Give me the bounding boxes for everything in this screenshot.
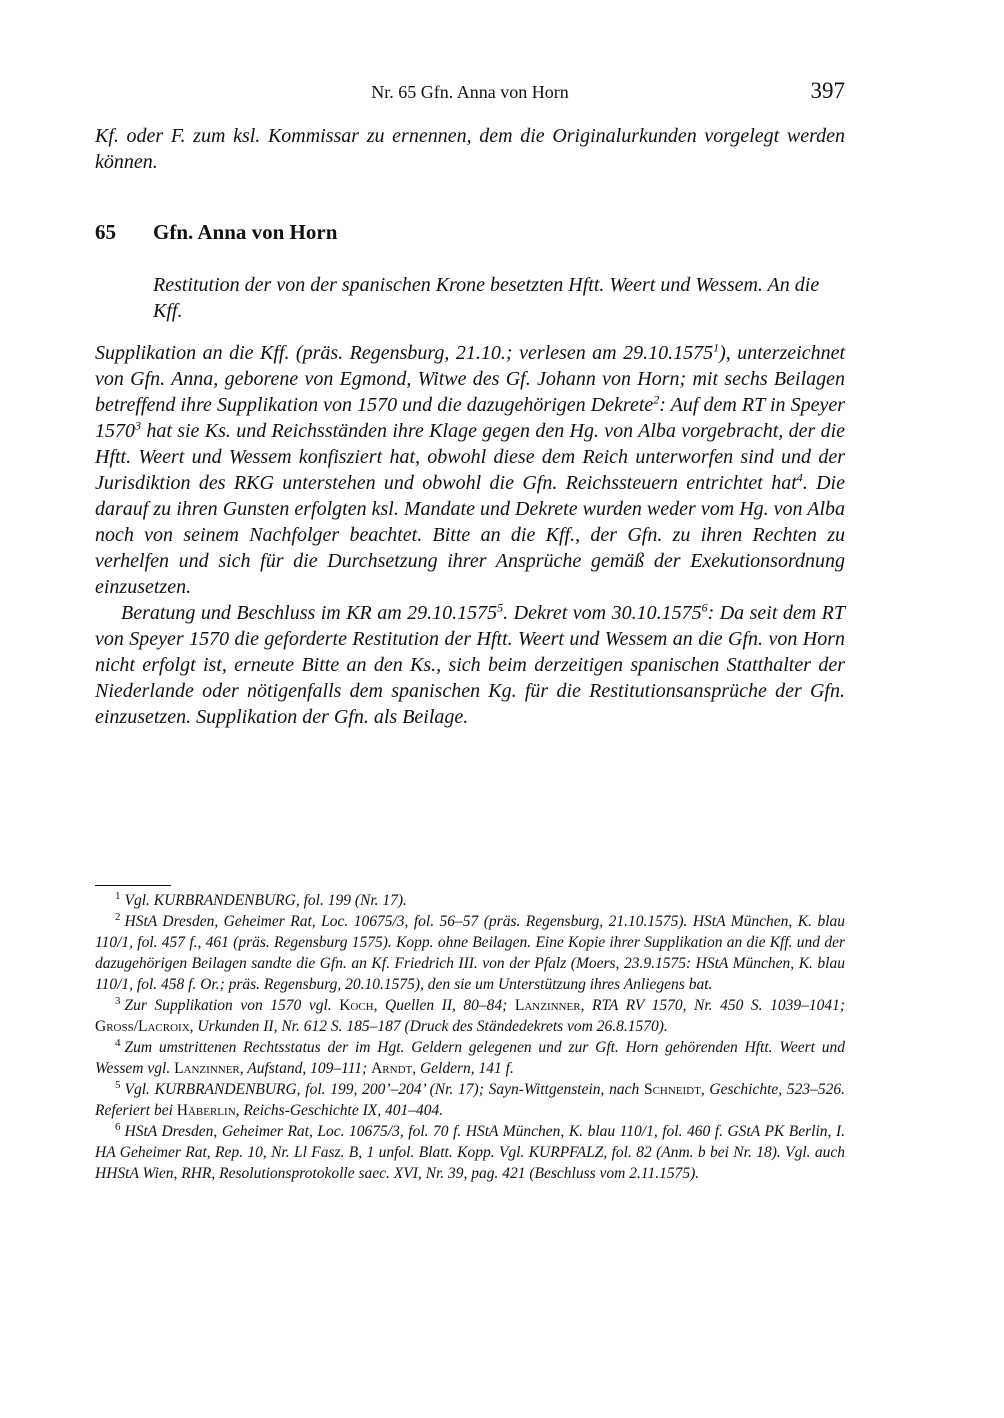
document-title: Gfn. Anna von Horn: [153, 220, 338, 244]
footnote-mark: 6: [115, 1120, 121, 1133]
footnote: [95, 995, 845, 1037]
page-number: 397: [810, 78, 845, 103]
footnote-text: , Geschichte, 523–526. Referiert bei: [95, 1081, 846, 1119]
author-name: Häberlin: [176, 1102, 236, 1119]
footnote-text: HStA Dresden, Geheimer Rat, Loc. 10675/3, fol. 70 f. HStA München, K. blau 110/1, fol. 460 f. GStA PK Berlin, I. HA Geheimer Rat, Rep. 10, Nr. Ll Fasz. B, 1 unfol. Blatt. Kopp. Vgl. KURPFALZ, fol. 82 (Anm. b bei Nr. 18). Vgl. auch HHStA Wien, RHR, Resolutionsprotokolle saec. XVI, Nr. 39, pag. 421 (Beschluss vom 2.11.1575).: [95, 1123, 845, 1182]
footnote-reference: 2: [653, 392, 660, 407]
footnote-mark: 3: [115, 994, 121, 1007]
text-run: Beratung und Beschluss im KR am 29.10.1575: [121, 602, 498, 624]
body-paragraph: [95, 600, 845, 730]
text-run: . Dekret vom 30.10.1575: [503, 602, 702, 624]
page-header: [95, 80, 845, 108]
footnote-text: , Urkunden II, Nr. 612 S. 185–187 (Druck des Ständedekrets vom 26.8.1570).: [189, 1018, 668, 1035]
footnote: [95, 911, 845, 995]
author-name: Arndt: [371, 1060, 413, 1077]
author-name: Schneidt: [643, 1081, 701, 1098]
footnote-mark: 1: [115, 889, 121, 902]
footnote-text: , Geldern, 141 f.: [412, 1060, 514, 1077]
footnote-text: Zur Supplikation von 1570 vgl.: [124, 997, 340, 1014]
footnote-text: Vgl. KURBRANDENBURG, fol. 199 (Nr. 17).: [124, 892, 407, 909]
author-name: Lanzinner: [514, 997, 581, 1014]
footnote-reference: 5: [497, 600, 504, 615]
footnote-mark: 4: [115, 1036, 121, 1049]
author-name: Lanzinner: [174, 1060, 240, 1077]
text-run: : Auf dem RT in Speyer 1570: [95, 394, 846, 442]
footnote-reference: 6: [701, 600, 708, 615]
footnote-text: , Quellen II, 80–84;: [373, 997, 515, 1014]
footnote: [95, 1121, 845, 1184]
text-run: . Die darauf zu ihren Gunsten erfolgten ksl. Mandate und Dekrete wurden weder vom Hg. von Alba noch von seinem Nachfolger beachtet. Bitte an die Kff., der Gfn. zu ihren Rechten zu verhelfen und sich für die Durchsetzung ihrer Ansprüche gemäß der Exekutionsordnung einzusetzen.: [95, 472, 845, 598]
document-number: 65: [95, 220, 116, 244]
footnote-separator: [95, 885, 171, 886]
text-run: Supplikation an die Kff. (präs. Regensburg, 21.10.; verlesen am 29.10.1575: [95, 342, 714, 364]
footnote-text: , Reichs-Geschichte IX, 401–404.: [235, 1102, 444, 1119]
previous-entry-continuation: Kf. oder F. zum ksl. Kommissar zu ernennen, dem die Originalurkunden vorgelegt werden können.: [95, 125, 845, 173]
author-name: Gross/Lacroix: [95, 1018, 190, 1035]
footnote-text: , Aufstand, 109–111;: [239, 1060, 372, 1077]
footnote-mark: 5: [115, 1078, 121, 1091]
running-title: Nr. 65 Gfn. Anna von Horn: [371, 82, 569, 102]
footnote: [95, 1037, 845, 1079]
footnote-text: HStA Dresden, Geheimer Rat, Loc. 10675/3, fol. 56–57 (präs. Regensburg, 21.10.1575). HStA München, K. blau 110/1, fol. 457 f., 461 (präs. Regensburg 1575). Kopp. ohne Beilagen. Eine Kopie ihrer Supplikation an die Kff. und der dazugehörigen Beilagen sandte die Gfn. an Kf. Friedrich III. von der Pfalz (Moers, 23.9.1575: HStA München, K. blau 110/1, fol. 458 f. Or.; präs. Regensburg, 20.10.1575), den sie um Unterstützung ihres Anliegens bat.: [95, 913, 845, 993]
text-run: : Da seit dem RT von Speyer 1570 die geforderte Restitution der Hftt. Weert und Wessem an die Gfn. von Horn nicht erfolgt ist, erneute Bitte an den Ks., sich beim derzeitigen spanischen Statthalter der Niederlande oder nötigenfalls dem spanischen Kg. für die Restitutionsansprüche der Gfn. einzusetzen. Supplikation der Gfn. als Beilage.: [95, 602, 846, 728]
footnotes: [95, 890, 845, 1184]
footnote-mark: 2: [115, 910, 121, 923]
document-body: [95, 340, 845, 730]
body-paragraph: [95, 340, 845, 600]
author-name: Koch: [339, 997, 374, 1014]
footnote-reference: 3: [135, 418, 141, 433]
footnote-reference: 4: [796, 470, 803, 485]
footnote-text: Zum umstrittenen Rechtsstatus der im Hgt. Geldern gelegenen und zur Gft. Horn gehörenden Hftt. Weert und Wessem vgl.: [95, 1039, 845, 1077]
document-regest: Restitution der von der spanischen Krone besetzten Hftt. Weert und Wessem. An die Kff.: [153, 274, 820, 322]
footnote-text: Vgl. KURBRANDENBURG, fol. 199, 200’–204’ (Nr. 17); Sayn-Wittgenstein, nach: [124, 1081, 644, 1098]
text-run: ), unterzeichnet von Gfn. Anna, geborene von Egmond, Witwe des Gf. Johann von Horn; mit sechs Beilagen betreffend ihre Supplikation von 1570 und die dazugehörigen Dekrete: [95, 342, 845, 416]
footnote-text: , RTA RV 1570, Nr. 450 S. 1039–1041;: [580, 997, 845, 1014]
footnote: [95, 890, 845, 911]
footnote: [95, 1079, 845, 1121]
text-run: hat sie Ks. und Reichsständen ihre Klage gegen den Hg. von Alba vorgebracht, der die Hftt. Weert und Wessem konfisziert hat, obwohl diese dem Reich unterworfen sind und der Jurisdiktion des RKG unterstehen und obwohl die Gfn. Reichssteuern entrichtet hat: [95, 420, 845, 494]
footnote-reference: 1: [713, 340, 720, 355]
